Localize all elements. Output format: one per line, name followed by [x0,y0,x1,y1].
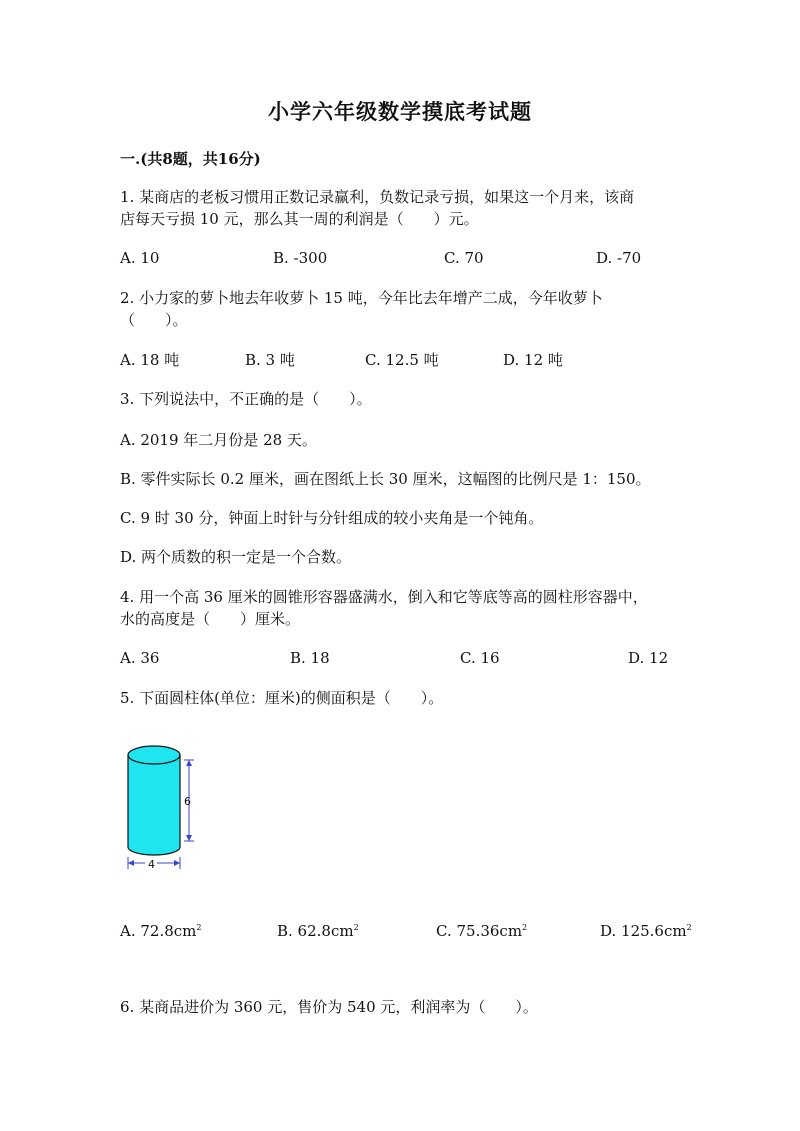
question-1-option-b: B. -300 [273,249,328,267]
cylinder-top [128,746,180,764]
question-1-stem [120,186,680,230]
question-4-line-2: 水的高度是（ ）厘米。 [120,610,301,628]
unit-superscript: 2 [686,923,692,932]
height-arrow-bottom [186,835,192,841]
question-1-option-d: D. -70 [596,249,642,267]
option-text: C. 75.36cm [436,922,523,940]
question-2-option-c: C. 12.5 吨 [365,351,439,369]
question-2-option-a: A. 18 吨 [120,351,180,369]
unit-superscript: 2 [522,923,528,932]
question-3-option-d: D. 两个质数的积一定是一个合数。 [120,548,352,566]
question-3-option-c: C. 9 时 30 分，钟面上时针与分针组成的较小夹角是一个钝角。 [120,509,544,527]
diameter-arrow-left [128,860,134,866]
question-4-option-c: C. 16 [460,649,500,667]
question-4-option-b: B. 18 [290,649,330,667]
unit-superscript: 2 [353,923,359,932]
cylinder-figure [118,733,218,873]
section-heading: 一.(共8题，共16分) [120,150,261,168]
question-4-option-a: A. 36 [120,649,160,667]
unit-superscript: 2 [196,923,202,932]
question-1-option-a: A. 10 [120,249,160,267]
question-2-option-b: B. 3 吨 [245,351,295,369]
question-2-option-d: D. 12 吨 [503,351,563,369]
diameter-arrow-right [174,860,180,866]
question-5-stem: 5. 下面圆柱体(单位：厘米)的侧面积是（ ）。 [120,689,444,707]
question-1-option-c: C. 70 [444,249,484,267]
option-text: A. 72.8cm [120,922,197,940]
question-6-stem: 6. 某商品进价为 360 元，售价为 540 元，利润率为（ ）。 [120,998,538,1016]
question-5-option-b [277,922,359,940]
question-2-line-1: 2. 小力家的萝卜地去年收萝卜 15 吨，今年比去年增产二成，今年收萝卜 [120,289,603,307]
question-4-line-1: 4. 用一个高 36 厘米的圆锥形容器盛满水，倒入和它等底等高的圆柱形容器中， [120,588,648,606]
question-2-stem [120,287,680,331]
height-arrow-top [186,760,192,766]
page-title: 小学六年级数学摸底考试题 [268,99,532,124]
diameter-label: 4 [148,858,155,871]
question-3-option-a: A. 2019 年二月份是 28 天。 [120,431,317,449]
question-5-option-d [600,922,692,940]
question-4-stem [120,586,680,630]
option-text: D. 125.6cm [600,922,687,940]
question-4-option-d: D. 12 [628,649,669,667]
cylinder-body [128,755,180,855]
question-3-option-b: B. 零件实际长 0.2 厘米，画在图纸上长 30 厘米，这幅图的比例尺是 1：150。 [120,470,651,488]
question-5-option-a [120,922,202,940]
option-text: B. 62.8cm [277,922,354,940]
question-2-line-2: （ ）。 [120,311,188,329]
question-3-stem: 3. 下列说法中，不正确的是（ ）。 [120,390,372,408]
question-1-line-2: 店每天亏损 10 元，那么其一周的利润是（ ）元。 [120,210,479,228]
question-1-line-1: 1. 某商店的老板习惯用正数记录赢利，负数记录亏损，如果这一个月来，该商 [120,188,635,206]
height-label: 6 [184,795,191,808]
question-5-option-c [436,922,527,940]
